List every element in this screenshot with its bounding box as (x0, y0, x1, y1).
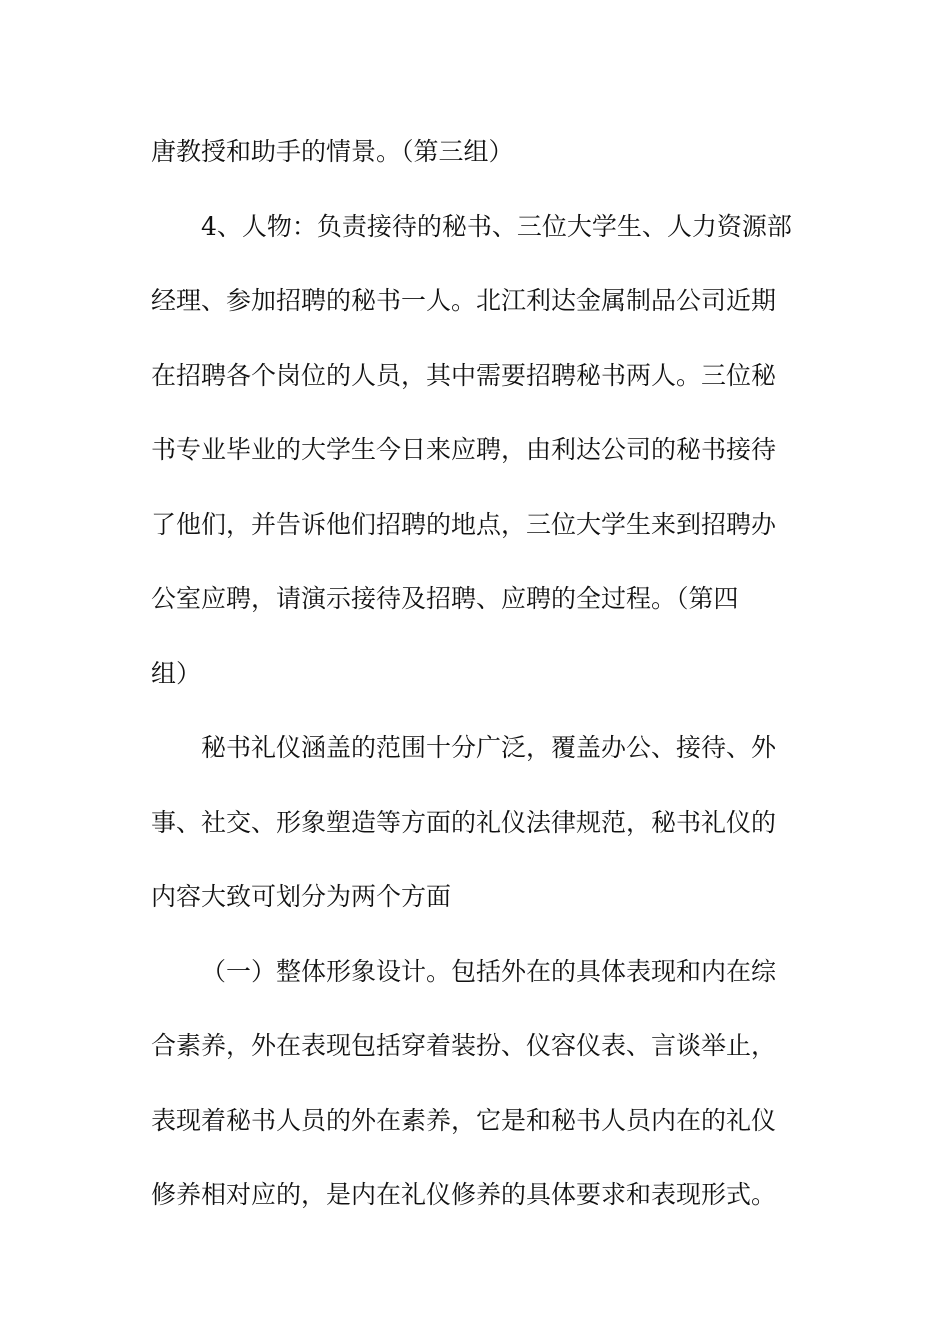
text-line: 在招聘各个岗位的人员，其中需要招聘秘书两人。三位秘 (151, 360, 777, 390)
paragraph-start-line: （一）整体形象设计。包括外在的具体表现和内在综 (201, 956, 777, 986)
text-line: 事、社交、形象塑造等方面的礼仪法律规范，秘书礼仪的 (151, 807, 777, 837)
text-line: 修养相对应的，是内在礼仪修养的具体要求和表现形式。 (151, 1180, 777, 1209)
paragraph-start-line: 4、人物：负责接待的秘书、三位大学生、人力资源部 (201, 211, 792, 241)
text-line: 表现着秘书人员的外在素养，它是和秘书人员内在的礼仪 (151, 1105, 777, 1135)
text-line: 了他们，并告诉他们招聘的地点，三位大学生来到招聘办 (151, 509, 777, 539)
body-text (151, 128, 811, 1246)
text-line: 合素养，外在表现包括穿着装扮、仪容仪表、言谈举止， (151, 1031, 777, 1060)
text-line: 公室应聘，请演示接待及招聘、应聘的全过程。（第四 (151, 584, 739, 613)
text-line: 内容大致可划分为两个方面 (151, 882, 452, 911)
paragraph-start-line: 秘书礼仪涵盖的范围十分广泛，覆盖办公、接待、外 (201, 733, 777, 762)
text-line: 组） (151, 658, 202, 688)
text-line: 唐教授和助手的情景。（第三组） (151, 137, 514, 166)
text-line: 经理、参加招聘的秘书一人。北江利达金属制品公司近期 (151, 286, 777, 315)
text-line: 书专业毕业的大学生今日来应聘，由利达公司的秘书接待 (151, 435, 777, 464)
